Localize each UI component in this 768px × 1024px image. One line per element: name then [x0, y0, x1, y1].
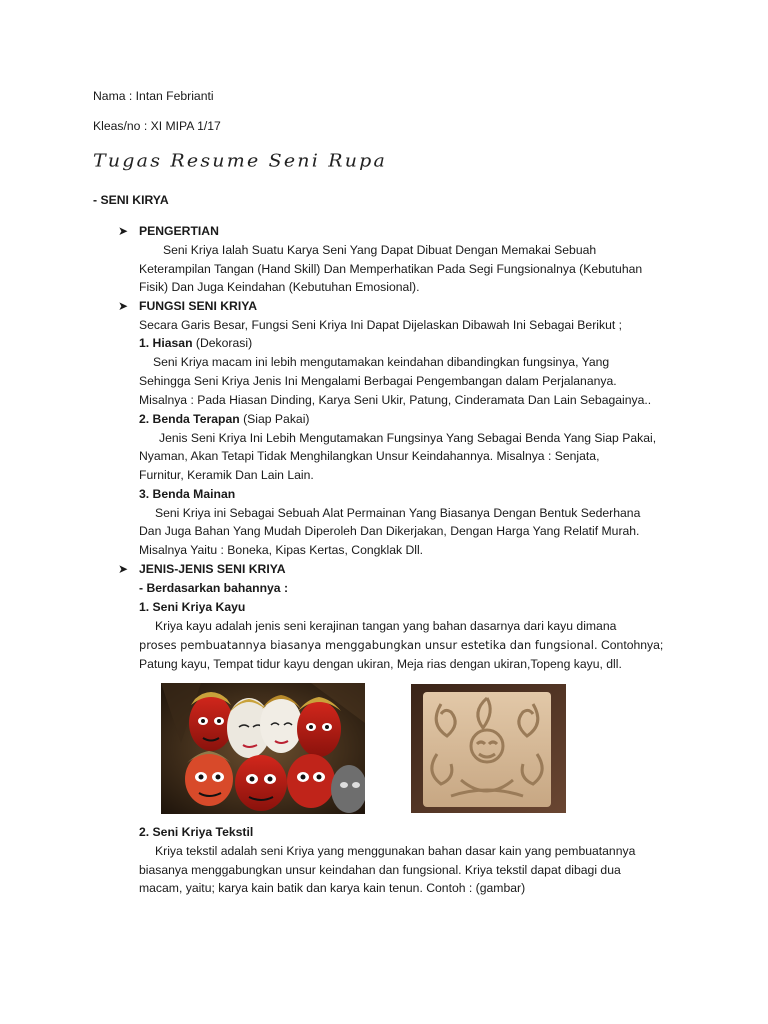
student-name: Nama : Intan Febrianti — [93, 89, 214, 103]
student-class: Kleas/no : XI MIPA 1/17 — [93, 119, 221, 133]
fungsi-item-line: Jenis Seni Kriya Ini Lebih Mengutamakan Fungsinya Yang Sebagai Benda Yang Siap Pakai, — [159, 431, 657, 445]
fungsi-item-line: Seni Kriya ini Sebagai Sebuah Alat Permainan Yang Biasanya Dengan Bentuk Sederhana — [155, 506, 641, 520]
pengertian-heading: PENGERTIAN — [139, 224, 219, 238]
pengertian-line: Seni Kriya Ialah Suatu Karya Seni Yang Dapat Dibuat Dengan Memakai Sebuah — [163, 243, 597, 257]
fungsi-item-title: 1. Hiasan (Dekorasi) — [139, 336, 253, 350]
kriya-tekstil-line: macam, yaitu; karya kain batik dan karya kain tenun. Contoh : (gambar) — [139, 881, 526, 895]
jenis-heading: JENIS-JENIS SENI KRIYA — [139, 562, 286, 576]
section-heading: - SENI KIRYA — [93, 193, 169, 207]
bullet-arrow-icon: ➤ — [117, 224, 129, 238]
fungsi-item-line: Furnitur, Keramik Dan Lain Lain. — [139, 468, 314, 482]
fungsi-item-line: Misalnya Yaitu : Boneka, Kipas Kertas, Congklak Dll. — [139, 543, 424, 557]
wood-carving-photo — [411, 684, 566, 813]
fungsi-item-line: Misalnya : Pada Hiasan Dinding, Karya Seni Ukir, Patung, Cinderamata Dan Lain Sebagainya.. — [139, 393, 652, 407]
bullet-arrow-icon: ➤ — [117, 299, 129, 313]
pengertian-line: Keterampilan Tangan (Hand Skill) Dan Memperhatikan Pada Segi Fungsionalnya (Kebutuhan — [139, 262, 643, 276]
fungsi-item-line: Sehingga Seni Kriya Jenis Ini Mengalami Berbagai Pengembangan dalam Perjalananya. — [139, 374, 617, 388]
kriya-kayu-heading: 1. Seni Kriya Kayu — [139, 600, 246, 614]
fungsi-item-line: Dan Juga Bahan Yang Mudah Diperoleh Dan Dikerjakan, Dengan Harga Yang Relatif Murah. — [139, 524, 640, 538]
fungsi-item-title: 2. Benda Terapan (Siap Pakai) — [139, 412, 310, 426]
fungsi-item-line: Nyaman, Akan Tetapi Tidak Menghilangkan Unsur Keindahannya. Misalnya : Senjata, — [139, 449, 600, 463]
kriya-kayu-line: proses pembuatannya biasanya menggabungkan unsur estetika dan fungsional. Contohnya; — [139, 638, 664, 652]
pengertian-line: Fisik) Dan Juga Keindahan (Kebutuhan Emosional). — [139, 280, 420, 294]
kriya-tekstil-line: biasanya menggabungkan unsur keindahan dan fungsional. Kriya tekstil dapat dibagi dua — [139, 863, 621, 877]
kriya-kayu-line: Patung kayu, Tempat tidur kayu dengan ukiran, Meja rias dengan ukiran,Topeng kayu, dll. — [139, 657, 622, 671]
kriya-tekstil-heading: 2. Seni Kriya Tekstil — [139, 825, 254, 839]
jenis-subheading: - Berdasarkan bahannya : — [139, 581, 289, 595]
bullet-arrow-icon: ➤ — [117, 562, 129, 576]
fungsi-item-title: 3. Benda Mainan — [139, 487, 236, 501]
fungsi-intro: Secara Garis Besar, Fungsi Seni Kriya Ini Dapat Dijelaskan Dibawah Ini Sebagai Berikut ; — [139, 318, 623, 332]
document-title: Tugas Resume Seni Rupa — [93, 150, 388, 172]
kriya-tekstil-line: Kriya tekstil adalah seni Kriya yang menggunakan bahan dasar kain yang pembuatannya — [155, 844, 636, 858]
kriya-kayu-line: Kriya kayu adalah jenis seni kerajinan tangan yang bahan dasarnya dari kayu dimana — [155, 619, 617, 633]
fungsi-item-line: Seni Kriya macam ini lebih mengutamakan keindahan dibandingkan fungsinya, Yang — [153, 355, 610, 369]
fungsi-heading: FUNGSI SENI KRIYA — [139, 299, 258, 313]
wooden-masks-photo — [161, 683, 365, 814]
